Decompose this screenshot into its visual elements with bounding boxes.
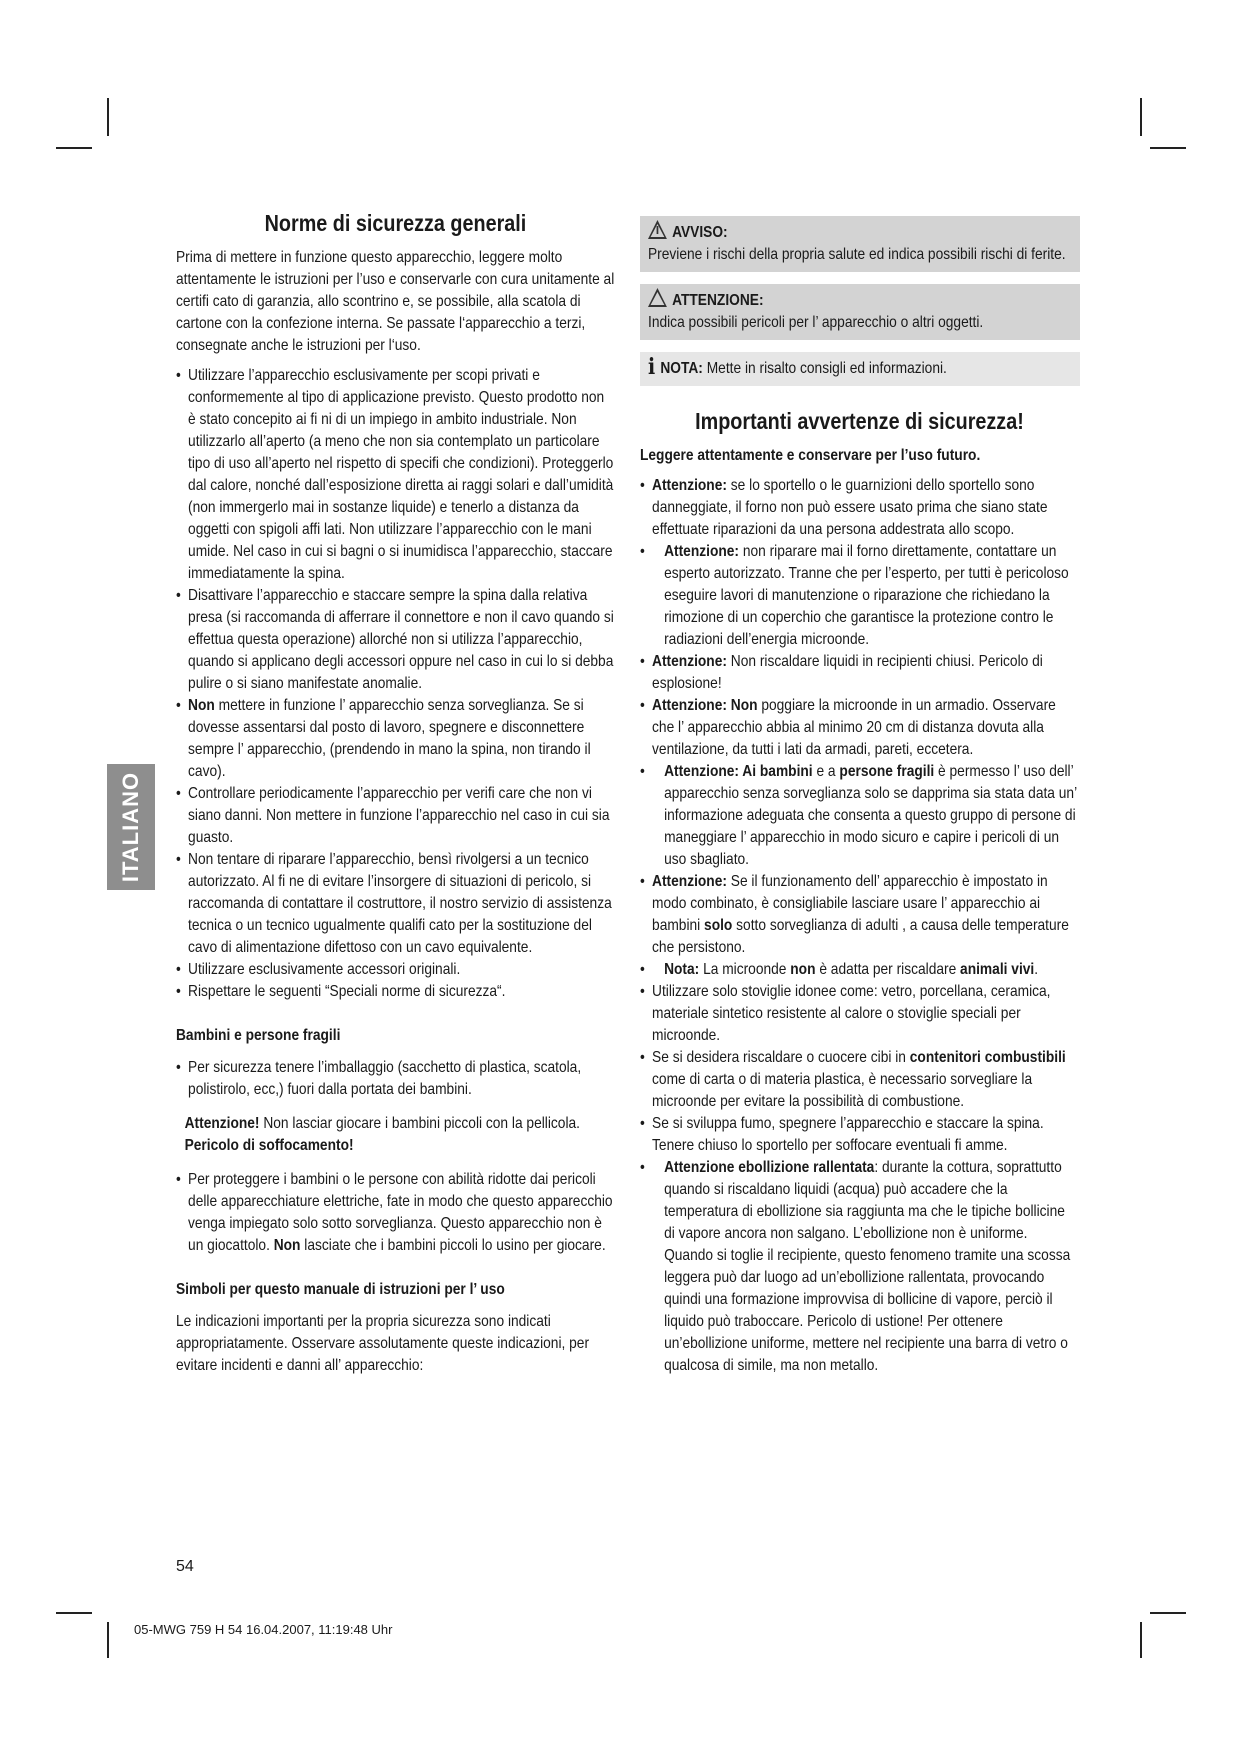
important-safety-list: [640, 475, 1079, 1377]
list-item: [640, 959, 1079, 981]
caution-triangle-icon: [648, 288, 667, 307]
list-item: • Se si sviluppa fumo, spegnere l’apparecchio e staccare la spina. Tenere chiuso lo sportello per soffocare eventuali fi amme.: [640, 1113, 1079, 1157]
language-tab: [107, 764, 155, 890]
list-item: [640, 761, 1079, 871]
crop-mark: [1140, 1622, 1142, 1658]
item-text: Se il funzionamento dell’ apparecchio è impostato in modo combinato, è consigliabile lasciare usare l’ apparecchio ai bambini: [652, 873, 1048, 934]
emphasis: solo: [704, 917, 733, 934]
children-list: [176, 1057, 615, 1101]
list-item: [176, 1169, 615, 1257]
crop-mark: [1150, 1612, 1186, 1614]
item-text: .: [1034, 961, 1039, 978]
list-item: [640, 651, 1079, 695]
list-item: [640, 475, 1079, 541]
note-box: [640, 352, 1080, 386]
children-list-2: [176, 1169, 615, 1257]
item-text: è permesso l’ uso dell’ apparecchio senza sorveglianza solo se dapprima sia stata data un’ informazione adeguata che consenta a questo gruppo di persone di maneggiare l’ apparecchio in modo sicuro e capire i pericoli di un uso sbagliato.: [664, 763, 1077, 868]
symbols-paragraph: Le indicazioni importanti per la propria sicurezza sono indicati appropriatamente. Osservare assolutamente queste indicazioni, per evitare incidenti e danni all’ apparecchio:: [176, 1313, 590, 1374]
right-column: [640, 216, 1080, 1377]
item-text: : durante la cottura, soprattutto quando si riscaldano liquidi (acqua) può accadere che la temperatura di ebollizione sia raggiunta ma che le tipiche bollicine di vapore ancora non salgano. L’ebollizione non è uniforme. Quando si toglie il recipiente, questo fenomeno tramite una scossa leggera può dar luogo ad un’ebollizione rallentata, provocando quindi una formazione improvvisa di bollicine di vapore, perciò il liquido può traboccare. Pericolo di ustione! Per ottenere un’ebollizione uniforme, mettere nel recipiente una barra di vetro o qualcosa di simile, ma non metallo.: [664, 1159, 1071, 1374]
item-label: Nota:: [664, 961, 700, 978]
attention-paragraph: [185, 1113, 615, 1157]
item-text: se lo sportello o le guarnizioni dello sportello sono danneggiate, il forno non può essere usato prima che siano state effettuate riparazioni da una persona addestrata allo scopo.: [652, 477, 1048, 538]
crop-mark: [56, 147, 92, 149]
caution-title: ATTENZIONE:: [672, 292, 764, 309]
children-heading: Bambini e persone fragili: [176, 1027, 341, 1044]
list-item: • Rispettare le seguenti “Speciali norme di sicurezza“.: [176, 981, 615, 1003]
language-tab-label: ITALIANO: [118, 771, 143, 883]
item-text: mettere in funzione l’ apparecchio senza sorveglianza. Se si dovesse assentarsi dal posto di lavoro, spegnere e disconnettere sempre l’ apparecchio, (prendendo in mano la spina, non tirando il cavo).: [188, 697, 591, 780]
crop-mark: [56, 1612, 92, 1614]
emphasis: contenitori combustibili: [909, 1049, 1066, 1066]
item-label: Attenzione: Non: [652, 697, 758, 714]
crop-mark: [107, 1622, 109, 1658]
crop-mark: [1140, 98, 1142, 136]
list-item: • Utilizzare l’apparecchio esclusivamente per scopi privati e conformemente al tipo di applicazione previsto. Questo prodotto non è stato concepito ai fi ni di un impiego in ambito industriale. Non utilizzarlo all’aperto (a meno che non sia contemplato un particolare tipo di uso all’aperto nel rispetto di specifi che condizioni). Proteggerlo dal calore, nonché dall’esposizione diretta ai raggi solari e dall’umidità (non immergerlo mai in sostanze liquide) e tenerlo a distanza da oggetti con spigoli affi lati. Non utilizzare l’apparecchio con le mani umide. Nel caso in cui si bagni o si inumidisca l’apparecchio, staccare immediatamente la spina.: [176, 365, 615, 585]
crop-mark: [107, 98, 109, 136]
attention-emphasis: Pericolo di soffocamento!: [184, 1137, 354, 1154]
crop-mark: [1150, 147, 1186, 149]
item-text: La microonde: [699, 961, 791, 978]
list-item: • Controllare periodicamente l’apparecchio per verifi care che non vi siano danni. Non mettere in funzione l’apparecchio nel caso in cui sia guasto.: [176, 783, 615, 849]
general-safety-title: Norme di sicurezza generali: [264, 210, 527, 236]
intro-paragraph: Prima di mettere in funzione questo apparecchio, leggere molto attentamente le istruzioni per l’uso e conservarle con cura unitamente al certifi cato di garanzia, allo scontrino e, se possibile, alla scatola di cartone con la confezione interna. Se passate l‘apparecchio a terzi, consegnate anche le istruzioni per l‘uso.: [176, 249, 615, 354]
item-text: e a: [812, 763, 840, 780]
caution-title-row: [648, 288, 1071, 312]
emphasis: non: [790, 961, 816, 978]
note-text: Mette in risalto consigli ed informazioni.: [702, 360, 947, 377]
note-line: [648, 356, 1071, 380]
emphasis: persone fragili: [839, 763, 935, 780]
item-label: Attenzione:: [652, 653, 727, 670]
item-text: lasciate che i bambini piccoli lo usino per giocare.: [300, 1237, 606, 1254]
item-text: come di carta o di materia plastica, è necessario sorvegliare la microonde per evitare la possibilità di combustione.: [652, 1071, 1033, 1110]
list-item: [176, 695, 615, 783]
page-number: 54: [176, 1558, 194, 1575]
item-text: non riparare mai il forno direttamente, contattare un esperto autorizzato. Tranne che per l’esperto, per tutti è pericoloso eseguire lavori di manutenzione o riparazione che richiedano la rimozione di un coperchio che garantisce la protezione contro le radiazioni dell’energia microonde.: [664, 543, 1069, 648]
item-label: Attenzione:: [652, 477, 727, 494]
attention-label: Attenzione!: [184, 1115, 260, 1132]
list-item: • Non tentare di riparare l’apparecchio, bensì rivolgersi a un tecnico autorizzato. Al fi ne di evitare l’insorgere di situazioni di pericolo, si raccomanda di contattare il costruttore, il nostro servizio di assistenza tecnica o un tecnico ugualmente qualifi cato per la sostituzione del cavo di alimentazione difettoso con un cavo equivalente.: [176, 849, 615, 959]
list-item: [640, 695, 1079, 761]
info-icon: i: [648, 354, 656, 380]
item-label: Attenzione ebollizione rallentata: [664, 1159, 875, 1176]
list-item: • Utilizzare solo stoviglie idonee come: vetro, porcellana, ceramica, materiale sintetico resistente al calore o stoviglie speciali per microonde.: [640, 981, 1079, 1047]
list-item: • Disattivare l’apparecchio e staccare sempre la spina dalla relativa presa (si raccomanda di afferrare il connettore e non il cavo quando si effettua questa operazione) allorché non si utilizza l’apparecchio, quando si applicano degli accessori oppure nel caso in cui lo si debba pulire o si siano manifestate anomalie.: [176, 585, 615, 695]
item-text: sotto sorveglianza di adulti , a causa delle temperature che persistono.: [652, 917, 1069, 956]
item-label: Attenzione:: [652, 873, 727, 890]
list-item: [640, 1047, 1079, 1113]
print-footer: 05-MWG 759 H 54 16.04.2007, 11:19:48 Uhr: [134, 1622, 393, 1637]
important-safety-title: Importanti avvertenze di sicurezza!: [695, 408, 1024, 434]
emphasis: Non: [273, 1237, 301, 1254]
attention-text: Non lasciar giocare i bambini piccoli con la pellicola.: [259, 1115, 580, 1132]
warning-box: [640, 216, 1080, 272]
important-safety-subtitle: Leggere attentamente e conservare per l’uso futuro.: [640, 447, 981, 464]
emphasis: Non: [188, 697, 215, 714]
list-item: • Utilizzare esclusivamente accessori originali.: [176, 959, 615, 981]
item-text: è adatta per riscaldare: [815, 961, 961, 978]
item-label: Attenzione: Ai bambini: [664, 763, 813, 780]
warning-triangle-icon: [648, 220, 667, 239]
note-title: NOTA:: [660, 360, 703, 377]
list-item: [640, 1157, 1079, 1377]
item-text: Per proteggere i bambini o le persone con abilità ridotte dai pericoli delle apparecchiature elettriche, fate in modo che questo apparecchio venga impiegato solo sotto sorveglianza. Questo apparecchio non è un giocattolo.: [188, 1171, 613, 1254]
item-text: Non riscaldare liquidi in recipienti chiusi. Pericolo di esplosione!: [652, 653, 1043, 692]
caution-box: [640, 284, 1080, 340]
caution-text: Indica possibili pericoli per l’ apparecchio o altri oggetti.: [648, 314, 984, 331]
item-text: poggiare la microonde in un armadio. Osservare che l’ apparecchio abbia al minimo 20 cm di distanza dovuta alla ventilazione, da tutti i lati da armadi, pareti, eccetera.: [652, 697, 1056, 758]
left-column: [176, 210, 616, 1377]
symbols-heading: Simboli per questo manuale di istruzioni per l’ uso: [176, 1281, 505, 1298]
warning-text: Previene i rischi della propria salute ed indica possibili rischi di ferite.: [648, 246, 1066, 263]
item-text: Se si desidera riscaldare o cuocere cibi in: [652, 1049, 910, 1066]
item-label: Attenzione:: [664, 543, 739, 560]
list-item: • Per sicurezza tenere l’imballaggio (sacchetto di plastica, scatola, polistirolo, ecc,) fuori dalla portata dei bambini.: [176, 1057, 615, 1101]
warning-title-row: [648, 220, 1071, 244]
warning-title: AVVISO:: [672, 224, 728, 241]
general-safety-list: [176, 365, 615, 1003]
list-item: [640, 871, 1079, 959]
emphasis: animali vivi: [960, 961, 1035, 978]
list-item: [640, 541, 1079, 651]
